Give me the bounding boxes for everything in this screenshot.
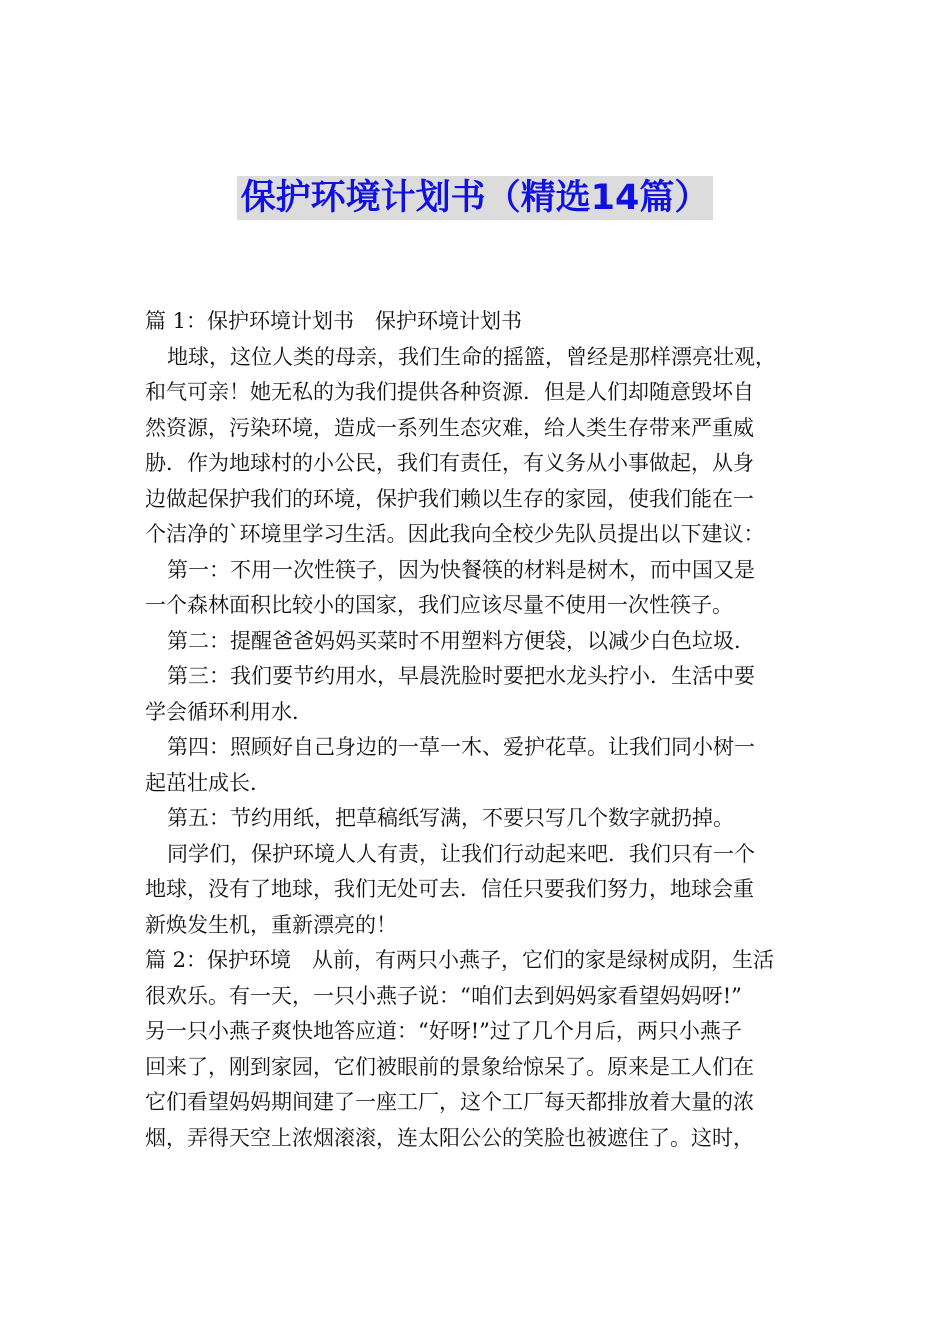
text-line: 烟，弄得天空上浓烟滚滚，连太阳公公的笑脸也被遮住了。这时， <box>145 1125 754 1150</box>
text-line: 篇 1：保护环境计划书 保护环境计划书 <box>145 309 523 333</box>
text-line: 地球，没有了地球，我们无处可去．信任只要我们努力，地球会重 <box>145 877 754 901</box>
text-line: 边做起保护我们的环境，保护我们赖以生存的家园，使我们能在一 <box>145 486 754 511</box>
title-wrapper <box>0 176 950 220</box>
text-line: 回来了，刚到家园，它们被眼前的景象给惊呆了。原来是工人们在 <box>145 1054 754 1079</box>
text-line: 然资源，污染环境，造成一系列生态灾难，给人类生存带来严重威 <box>145 415 754 440</box>
text-line: 学会循环利用水． <box>145 699 313 724</box>
text-line: 很欢乐。有一天，一只小燕子说：“咱们去到妈妈家看望妈妈呀!” <box>145 983 742 1008</box>
text-line: 第五：节约用纸，把草稿纸写满，不要只写几个数字就扔掉。 <box>167 806 734 830</box>
text-line: 篇 2：保护环境 从前，有两只小燕子，它们的家是绿树成阴，生活 <box>145 948 775 972</box>
text-line: 地球，这位人类的母亲，我们生命的摇篮，曾经是那样漂亮壮观， <box>167 344 776 369</box>
text-line: 它们看望妈妈期间建了一座工厂，这个工厂每天都排放着大量的浓 <box>145 1090 754 1114</box>
text-line: 个洁净的`环境里学习生活。因此我向全校少先队员提出以下建议： <box>145 522 765 546</box>
text-line: 胁．作为地球村的小公民，我们有责任，有义务从小事做起，从身 <box>145 451 754 475</box>
text-line: 第一：不用一次性筷子，因为快餐筷的材料是树木，而中国又是 <box>167 557 755 582</box>
text-line: 起茁壮成长． <box>145 770 271 795</box>
text-line: 同学们，保护环境人人有责，让我们行动起来吧．我们只有一个 <box>167 841 755 866</box>
text-line: 另一只小燕子爽快地答应道：“好呀!”过了几个月后，两只小燕子 <box>145 1019 742 1043</box>
document-title: 保护环境计划书（精选14篇） <box>237 176 714 220</box>
text-line: 一个森林面积比较小的国家，我们应该尽量不使用一次性筷子。 <box>145 593 733 617</box>
text-line: 第四：照顾好自己身边的一草一木、爱护花草。让我们同小树一 <box>167 735 755 759</box>
document-body <box>145 304 810 1156</box>
text-line: 第三：我们要节约用水，早晨洗脸时要把水龙头拧小．生活中要 <box>167 664 755 688</box>
text-line: 和气可亲！她无私的为我们提供各种资源．但是人们却随意毁坏自 <box>145 380 754 404</box>
text-line: 第二：提醒爸爸妈妈买菜时不用塑料方便袋，以减少白色垃圾． <box>167 628 755 653</box>
text-line: 新焕发生机，重新漂亮的！ <box>145 912 397 937</box>
